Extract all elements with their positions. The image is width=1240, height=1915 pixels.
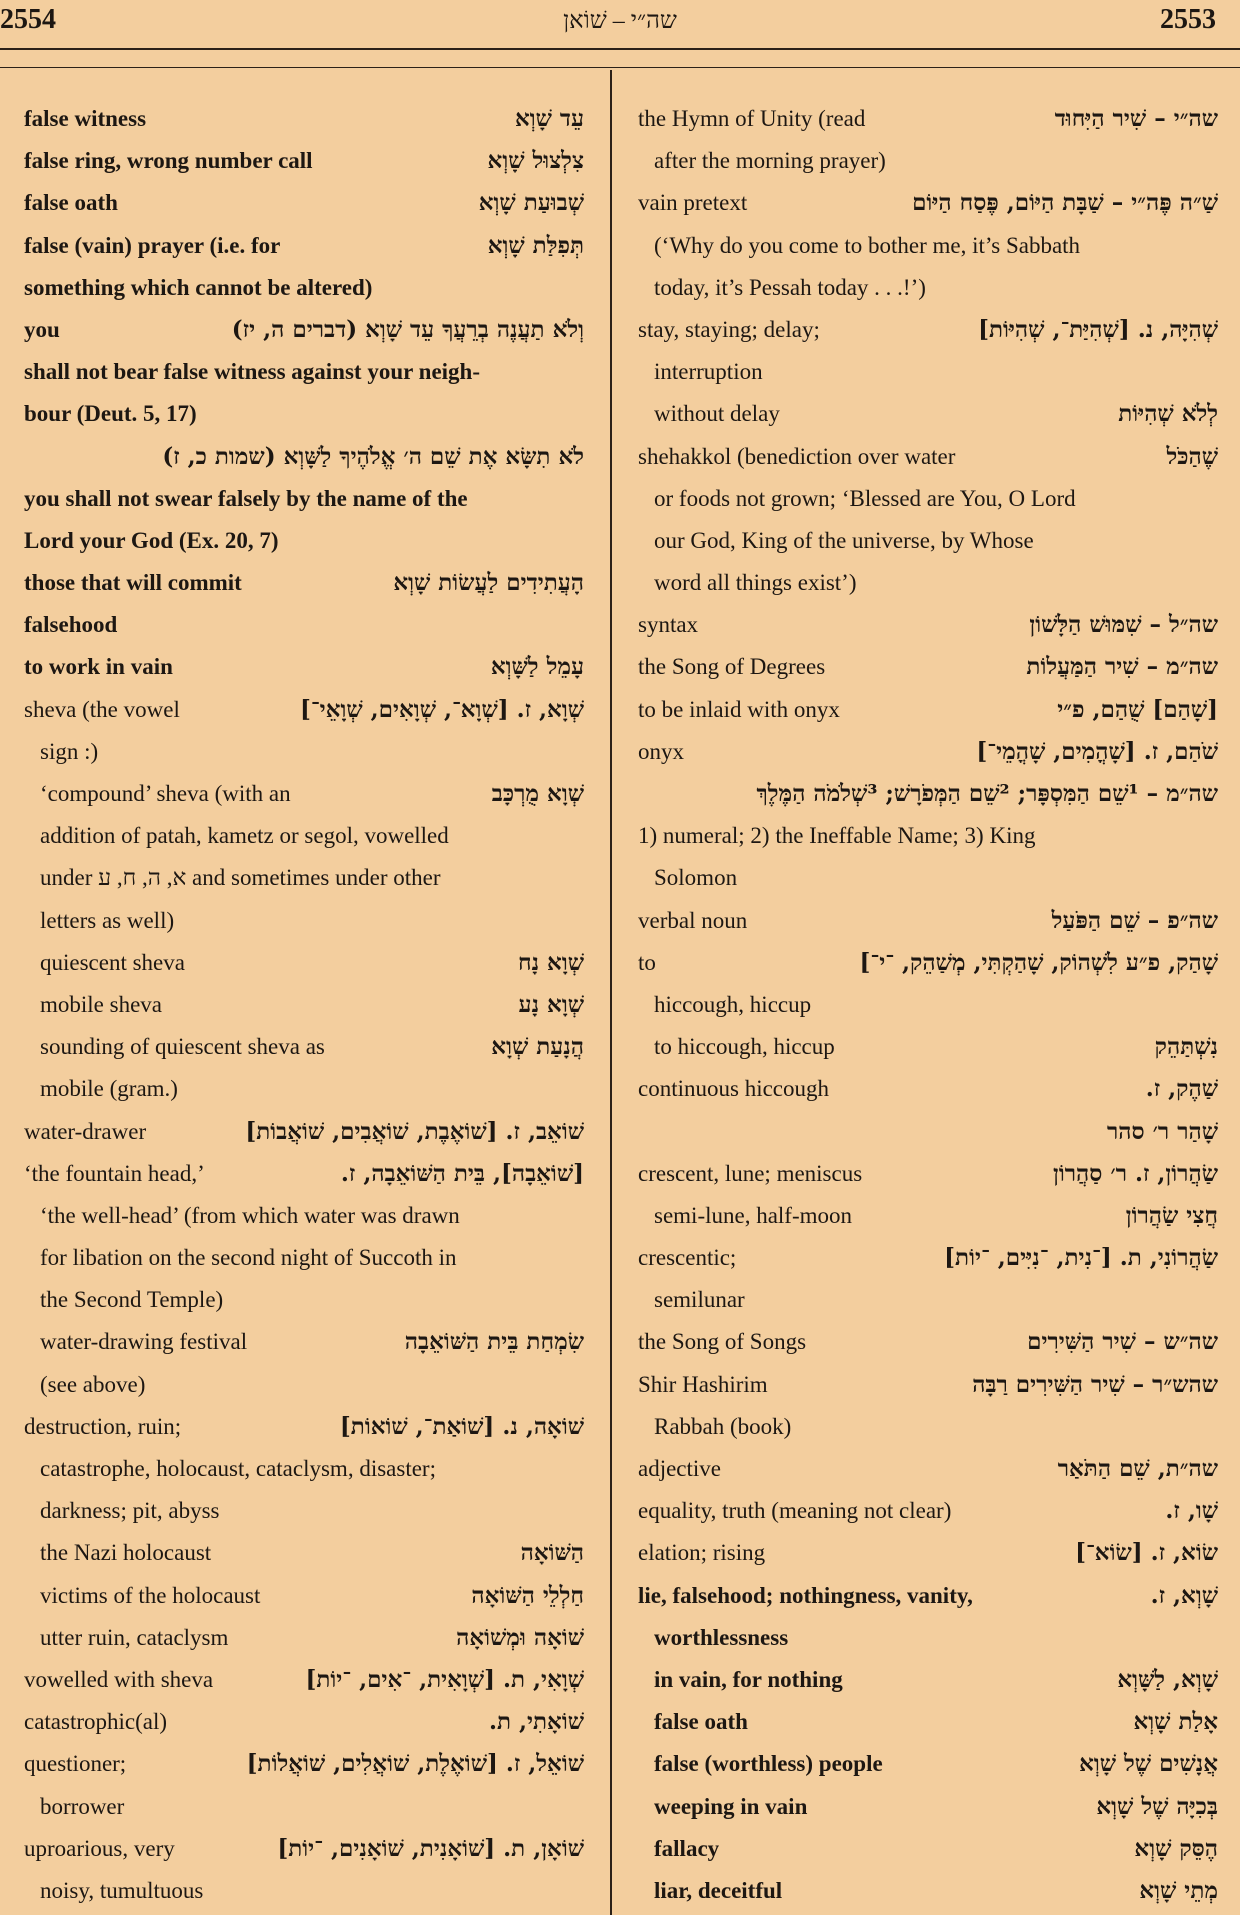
english-gloss: vowelled with sheva (24, 1666, 214, 1692)
hebrew-headword: שה״י – שִׁיר הַיִּחוּד (1054, 105, 1218, 132)
hebrew-headword: הָעֲתִידִים לַעֲשׂוֹת שָׁוְא (393, 569, 584, 597)
dictionary-line (14, 1870, 594, 1912)
english-gloss: to (638, 949, 656, 975)
dictionary-line (14, 1406, 594, 1448)
hebrew-headword: שְׁוָא נָח (517, 948, 584, 976)
dictionary-line (14, 1153, 594, 1195)
english-gloss: sounding of quiescent sheva as (40, 1034, 325, 1060)
english-gloss: borrower (40, 1793, 125, 1819)
english-gloss: Shir Hashirim (638, 1371, 768, 1397)
english-gloss: without delay (654, 401, 780, 427)
dictionary-line (14, 562, 594, 604)
english-gloss: addition of patah, kametz or segol, vowelled (40, 823, 449, 849)
dictionary-line (14, 1448, 594, 1490)
english-gloss: semi-lune, half-moon (654, 1202, 853, 1228)
page-header (0, 0, 1240, 48)
english-gloss: elation; rising (638, 1540, 766, 1566)
dictionary-line (14, 984, 594, 1026)
hebrew-headword: [שָׁהַם] שֻׁהַם, פ״י (1057, 695, 1218, 723)
hebrew-headword: שה״ת, שֵׁם הַתֹּאַר (1057, 1455, 1218, 1482)
dictionary-line (628, 1111, 1228, 1153)
english-gloss: under א, ה, ח, ע and sometimes under other (40, 865, 441, 891)
english-gloss: noisy, tumultuous (40, 1877, 204, 1903)
english-gloss: shall not bear false witness against your neigh- (24, 359, 481, 385)
dictionary-line (628, 689, 1228, 731)
english-gloss: Lord your God (Ex. 20, 7) (24, 527, 279, 553)
english-gloss: 1) numeral; 2) the Ineffable Name; 3) King (638, 823, 1036, 849)
english-gloss: (see above) (40, 1371, 146, 1397)
english-gloss: adjective (638, 1456, 722, 1481)
hebrew-headword: שׁוֹאָה וּמְשׁוֹאָה (456, 1623, 584, 1651)
english-gloss: fallacy (654, 1835, 720, 1861)
english-gloss: today, it’s Pessah today . . .!’) (654, 274, 926, 300)
english-gloss: sign :) (40, 738, 99, 764)
dictionary-line (628, 984, 1228, 1026)
hebrew-headword: מְתֵי שָׁוְא (1139, 1876, 1218, 1904)
english-gloss: Rabbah (book) (654, 1413, 792, 1439)
hebrew-headword: נִשְׁתַּהֵק (1154, 1033, 1218, 1061)
hebrew-headword: בְּכִיָּה שֶׁל שָׁוְא (1096, 1792, 1218, 1820)
hebrew-headword: שׁוֹאָן, ת. [שׁוֹאָנִית, שׁוֹאָנִים, ־יוֹת] (277, 1834, 584, 1862)
hebrew-headword: תְּפִלַּת שָׁוְא (487, 231, 584, 259)
page-number-left: 2554 (0, 4, 56, 35)
dictionary-line (14, 1279, 594, 1321)
dictionary-line (14, 478, 594, 520)
english-gloss: crescentic; (638, 1245, 737, 1271)
english-gloss: mobile sheva (40, 991, 162, 1017)
dictionary-line (628, 98, 1228, 140)
english-gloss: liar, deceitful (654, 1877, 783, 1903)
dictionary-line (14, 182, 594, 224)
dictionary-line (628, 1532, 1228, 1574)
english-gloss: mobile (gram.) (40, 1076, 178, 1102)
hebrew-headword: הַשּׁוֹאָה (520, 1539, 584, 1567)
english-gloss: word all things exist’) (654, 570, 857, 596)
english-gloss: the Hymn of Unity (read (638, 106, 866, 131)
dictionary-line (14, 351, 594, 393)
hebrew-headword: שׁוֹאֵל, ז. [שׁוֹאֶלֶת, שׁוֹאֲלִים, שׁוֹאֲלוֹת] (246, 1750, 584, 1778)
dictionary-line (14, 1068, 594, 1110)
hebrew-headword: שַׂהֲרוֹנִי, ת. [־נִית, ־נִיִּים, ־יוֹת] (944, 1244, 1218, 1272)
dictionary-line (628, 1786, 1228, 1828)
english-gloss: false (worthless) people (654, 1751, 883, 1777)
english-gloss: to be inlaid with onyx (638, 696, 840, 722)
dictionary-line (628, 815, 1228, 857)
dictionary-line (628, 1026, 1228, 1068)
hebrew-headword: שִׂמְחַת בֵּית הַשּׁוֹאֵבָה (404, 1328, 584, 1356)
dictionary-line (628, 393, 1228, 435)
hebrew-headword: שה״פ – שֵׁם הַפֹּעַל (1051, 906, 1218, 934)
dictionary-line (628, 1659, 1228, 1701)
dictionary-line (628, 942, 1228, 984)
english-gloss: ‘compound’ sheva (with an (40, 781, 291, 806)
english-gloss: worthlessness (654, 1624, 789, 1650)
dictionary-line (14, 1195, 594, 1237)
dictionary-line (628, 436, 1228, 478)
hebrew-headword: שׁוֹאֵב, ז. [שׁוֹאֶבֶת, שׁוֹאֲבִים, שׁוֹאֲבוֹת] (245, 1117, 584, 1145)
english-gloss: utter ruin, cataclysm (40, 1624, 229, 1650)
dictionary-line (628, 773, 1228, 815)
english-gloss: darkness; pit, abyss (40, 1498, 220, 1524)
english-gloss: to work in vain (24, 654, 173, 680)
english-gloss: onyx (638, 738, 684, 764)
dictionary-line (14, 1490, 594, 1532)
hebrew-headword: אָלַת שָׁוְא (1133, 1708, 1218, 1736)
dictionary-line (628, 857, 1228, 899)
dictionary-line (628, 309, 1228, 351)
hebrew-headword: שה״מ – ¹שֵׁם הַמִּסְפָּר; ²שֵׁם הַמְּפֹרָשׁ; ³שְׁלֹמֹה הַמֶּלֶךְ (756, 780, 1218, 807)
header-rule (0, 48, 1240, 68)
dictionary-line (14, 309, 594, 351)
dictionary-line (14, 140, 594, 182)
hebrew-headword: שֹׁהַם, ז. [שָׁהֳמִים, שָׁהֳמֵי־] (976, 737, 1218, 765)
english-gloss: falsehood (24, 612, 118, 638)
hebrew-headword: שָׁהַק, פ״ע לִשְׁהוֹק, שָׁהַקְתִּי, מְשַׁהֵק, ־י־] (859, 948, 1218, 976)
dictionary-line (628, 1870, 1228, 1912)
dictionary-line (14, 857, 594, 899)
dictionary-line (14, 267, 594, 309)
english-gloss: false oath (654, 1709, 748, 1735)
hebrew-headword: שׁוֹאָתִי, ת. (488, 1708, 584, 1736)
english-gloss: sheva (the vowel (24, 696, 180, 722)
column-divider (610, 70, 612, 1915)
dictionary-line (628, 1743, 1228, 1785)
english-gloss: false (vain) prayer (i.e. for (24, 232, 281, 258)
english-gloss: catastrophic(al) (24, 1709, 168, 1735)
dictionary-line (14, 1321, 594, 1363)
dictionary-line (14, 942, 594, 984)
dictionary-line (628, 1575, 1228, 1617)
english-gloss: victims of the holocaust (40, 1582, 261, 1608)
english-gloss: ‘the well-head’ (from which water was drawn (40, 1202, 460, 1228)
dictionary-line (14, 1364, 594, 1406)
hebrew-headword: שה״ל – שִׁמּוּשׁ הַלָּשׁוֹן (1029, 611, 1218, 639)
right-column (628, 98, 1228, 1915)
dictionary-line (628, 1195, 1228, 1237)
hebrew-headword: שָׁוְא, ז. (1150, 1581, 1218, 1609)
hebrew-headword: שַׁהֶק, ז. (1145, 1075, 1218, 1103)
dictionary-line (14, 436, 594, 478)
dictionary-line (628, 646, 1228, 688)
dictionary-line (628, 1068, 1228, 1110)
hebrew-headword: שׁוֹאָה, נ. [שׁוֹאַת־, שׁוֹאוֹת] (339, 1412, 584, 1440)
english-gloss: semilunar (654, 1287, 745, 1313)
english-gloss: for libation on the second night of Succoth in (40, 1245, 457, 1271)
hebrew-headword: שְׁוָא נָע (518, 990, 584, 1018)
english-gloss: weeping in vain (654, 1793, 808, 1819)
english-gloss: destruction, ruin; (24, 1413, 182, 1439)
english-gloss: water-drawing festival (40, 1329, 248, 1355)
hebrew-headword: שַׂהֲרוֹן, ז. ר׳ סַהֲרוֹן (1053, 1159, 1218, 1187)
dictionary-line (628, 478, 1228, 520)
english-gloss: Solomon (654, 865, 738, 891)
hebrew-headword: הֲנָעַת שְׁוָא (491, 1033, 584, 1061)
dictionary-line (14, 1532, 594, 1574)
hebrew-headword: שה״מ – שִׁיר הַמַּעֲלוֹת (1026, 653, 1218, 681)
dictionary-line (14, 731, 594, 773)
english-gloss: or foods not grown; ‘Blessed are You, O Lord (654, 485, 1076, 511)
hebrew-headword: שָׁו, ז. (1165, 1497, 1218, 1525)
hebrew-headword: שָׁהַר ר׳ סהר (1106, 1117, 1218, 1145)
hebrew-headword: לְלֹא שְׁהִיּוֹת (1118, 400, 1218, 428)
dictionary-line (628, 267, 1228, 309)
hebrew-headword: שְׁוָא מֻרְכָּב (491, 780, 584, 807)
hebrew-headword: שְׁוָא, ז. [שְׁוָא־, שְׁוָאִים, שְׁוָאֵי־] (299, 695, 584, 723)
hebrew-headword: שׂוֹא, ז. [שׂוֹא־] (1075, 1539, 1218, 1567)
english-gloss: water-drawer (24, 1118, 147, 1144)
hebrew-headword: שְׁוָאִי, ת. [שְׁוָאִית, ־אִים, ־יוֹת] (305, 1665, 584, 1693)
english-gloss: something which cannot be altered) (24, 274, 373, 300)
dictionary-line (14, 689, 594, 731)
left-column (14, 98, 594, 1915)
dictionary-line (628, 1617, 1228, 1659)
english-gloss: the Song of Songs (638, 1329, 807, 1355)
english-gloss: syntax (638, 612, 699, 638)
dictionary-line (628, 1406, 1228, 1448)
english-gloss: false ring, wrong number call (24, 148, 313, 174)
english-gloss: ‘the fountain head,’ (24, 1160, 205, 1186)
english-gloss: vain pretext (638, 190, 748, 216)
english-gloss: interruption (654, 359, 763, 385)
dictionary-line (628, 1701, 1228, 1743)
hebrew-headword: שה״ש – שִׁיר הַשִּׁירִים (1027, 1328, 1218, 1356)
english-gloss: shehakkol (benediction over water (638, 443, 956, 469)
dictionary-line (14, 900, 594, 942)
dictionary-line (628, 1364, 1228, 1406)
hebrew-headword: חַלְלֵי הַשּׁוֹאָה (471, 1581, 584, 1609)
hebrew-headword: שַׁ״ה פֶּה״י – שַׁבָּת הַיּוֹם, פֶּסַח הַיּוֹם (912, 189, 1218, 217)
dictionary-line (628, 225, 1228, 267)
dictionary-line (14, 393, 594, 435)
english-gloss: questioner; (24, 1751, 127, 1777)
dictionary-line (628, 182, 1228, 224)
english-gloss: equality, truth (meaning not clear) (638, 1498, 952, 1524)
english-gloss: catastrophe, holocaust, cataclysm, disaster; (40, 1456, 436, 1481)
english-gloss: those that will commit (24, 570, 242, 596)
english-gloss: bour (Deut. 5, 17) (24, 401, 197, 427)
dictionary-line (14, 604, 594, 646)
english-gloss: quiescent sheva (40, 949, 185, 975)
dictionary-line (14, 98, 594, 140)
hebrew-headword: שְׁבוּעַת שָׁוְא (478, 189, 584, 217)
english-gloss: uproarious, very (24, 1835, 175, 1861)
english-gloss: the Song of Degrees (638, 654, 826, 680)
hebrew-headword: עֵד שָׁוְא (514, 105, 584, 132)
dictionary-line (628, 1321, 1228, 1363)
hebrew-headword: [שׁוֹאֵבָה], בֵּית הַשּׁוֹאֵבָה, ז. (340, 1159, 584, 1187)
dictionary-line (14, 225, 594, 267)
dictionary-line (14, 1111, 594, 1153)
dictionary-line (14, 815, 594, 857)
english-gloss: you shall not swear falsely by the name of the (24, 485, 468, 511)
page-number-right: 2553 (1160, 4, 1216, 35)
dictionary-line (628, 1490, 1228, 1532)
english-gloss: crescent, lune; meniscus (638, 1160, 863, 1186)
dictionary-line (628, 1237, 1228, 1279)
dictionary-line (14, 646, 594, 688)
english-gloss: after the morning prayer) (654, 148, 886, 174)
dictionary-line (628, 1828, 1228, 1870)
dictionary-line (628, 1448, 1228, 1490)
dictionary-line (628, 562, 1228, 604)
dictionary-line (14, 1026, 594, 1068)
english-gloss: hiccough, hiccup (654, 991, 812, 1017)
hebrew-headword: עָמֵל לַשָּׁוְא (490, 653, 584, 681)
dictionary-line (14, 1575, 594, 1617)
hebrew-headword: שָׁוְא, לַשָּׁוְא (1117, 1665, 1218, 1693)
english-gloss: the Second Temple) (40, 1287, 224, 1313)
hebrew-headword: צִלְצוּל שָׁוְא (487, 147, 584, 175)
english-gloss: you (24, 316, 60, 342)
english-gloss: lie, falsehood; nothingness, vanity, (638, 1582, 973, 1608)
hebrew-headword: אֲנָשִׁים שֶׁל שָׁוְא (1079, 1750, 1218, 1778)
dictionary-line (14, 1786, 594, 1828)
english-gloss: false oath (24, 190, 118, 216)
hebrew-headword: הֶסֵּק שָׁוְא (1134, 1834, 1218, 1862)
english-gloss: verbal noun (638, 907, 748, 933)
dictionary-line (628, 900, 1228, 942)
hebrew-headword: וְלֹא תַעֲנֶה בְרֵעֲךָ עֵד שָׁוְא (דברים ה, יז) (231, 315, 584, 343)
dictionary-line (628, 140, 1228, 182)
dictionary-line (14, 1743, 594, 1785)
dictionary-line (628, 731, 1228, 773)
english-gloss: the Nazi holocaust (40, 1540, 212, 1566)
dictionary-line (14, 1659, 594, 1701)
hebrew-headword: לֹא תִשָּׂא אֶת שֵׁם ה׳ אֱלֹהֶיךָ לַשָּׁוְא (שמות כ, ז) (162, 442, 584, 470)
dictionary-line (628, 520, 1228, 562)
hebrew-headword: שהש״ר – שִׁיר הַשִּׁירִים רַבָּה (972, 1370, 1218, 1398)
dictionary-line (628, 1153, 1228, 1195)
running-head: שה״י – שׁוֹאן (563, 8, 677, 34)
dictionary-line (628, 351, 1228, 393)
english-gloss: continuous hiccough (638, 1076, 829, 1102)
english-gloss: to hiccough, hiccup (654, 1034, 835, 1060)
hebrew-headword: חֲצִי שַׂהֲרוֹן (1125, 1201, 1218, 1229)
dictionary-line (628, 604, 1228, 646)
english-gloss: in vain, for nothing (654, 1666, 843, 1692)
hebrew-headword: שֶׁהַכֹּל (1166, 442, 1218, 470)
dictionary-line (14, 520, 594, 562)
dictionary-line (14, 1828, 594, 1870)
dictionary-line (628, 1279, 1228, 1321)
dictionary-line (14, 773, 594, 815)
english-gloss: stay, staying; delay; (638, 316, 820, 342)
dictionary-line (14, 1237, 594, 1279)
dictionary-line (14, 1701, 594, 1743)
english-gloss: our God, King of the universe, by Whose (654, 527, 1034, 553)
dictionary-line (14, 1617, 594, 1659)
english-gloss: false witness (24, 106, 147, 131)
english-gloss: (‘Why do you come to bother me, it’s Sabbath (654, 232, 1081, 258)
hebrew-headword: שְׁהִיָּה, נ. [שְׁהִיַּת־, שְׁהִיּוֹת] (978, 315, 1218, 343)
english-gloss: letters as well) (40, 907, 175, 933)
